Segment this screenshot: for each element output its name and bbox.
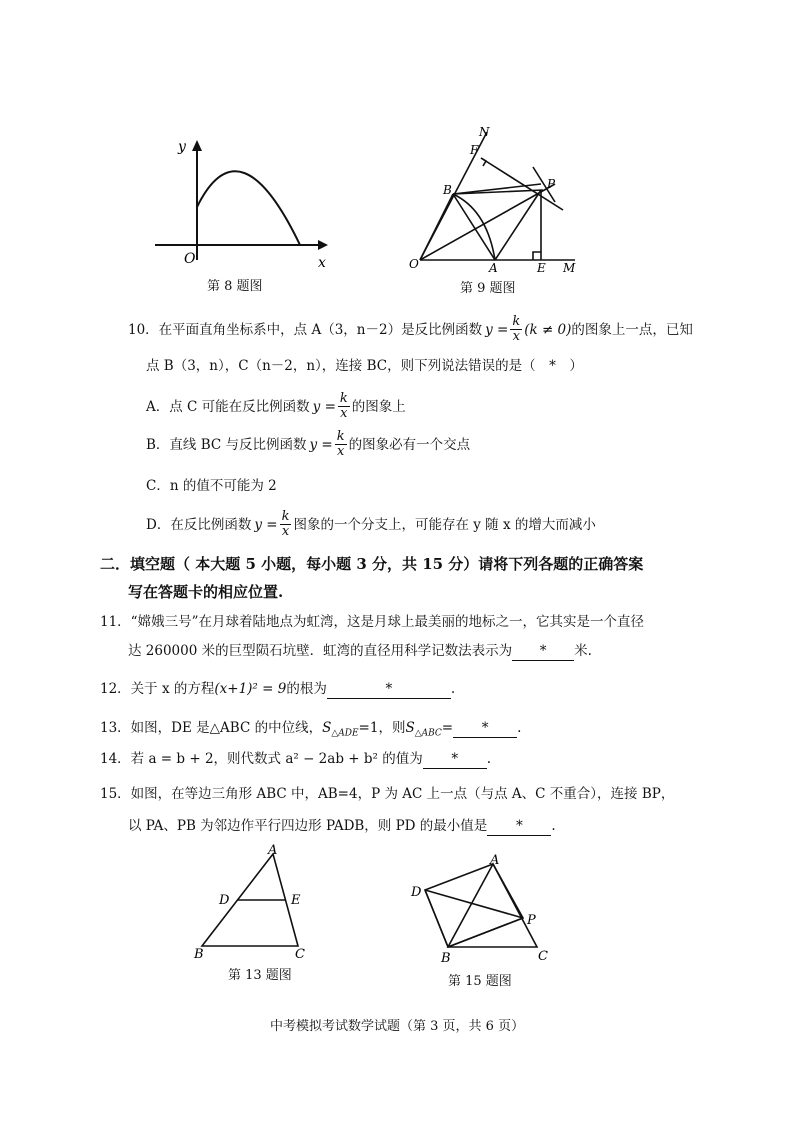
x-axis-label: x xyxy=(318,255,326,271)
label-P: P xyxy=(527,913,536,928)
q14-answer-blank[interactable]: * xyxy=(423,750,487,769)
parabola-curve xyxy=(197,171,300,245)
label-C: C xyxy=(538,949,548,964)
q11-line2: 达 260000 米的巨型陨石坑壁．虹湾的直径用科学记数法表示为 * 米. xyxy=(128,643,592,659)
label-A: A xyxy=(489,261,498,275)
figure-15-diagram xyxy=(405,852,565,967)
q10-condition: (k ≠ 0) xyxy=(524,321,572,338)
q10-fraction: $\frac{k}{x}$ xyxy=(512,314,521,344)
q10-option-a: A．点 C 可能在反比例函数 y = $\frac{k}{x}$ 的图象上 xyxy=(146,391,406,421)
label-O: O xyxy=(409,257,419,271)
figure-8-graph xyxy=(150,135,340,275)
label-B: B xyxy=(194,947,204,962)
label-E: E xyxy=(537,261,546,275)
label-F: F xyxy=(470,143,479,157)
q15-answer-blank[interactable]: * xyxy=(487,817,551,836)
figure-13-diagram xyxy=(190,842,320,962)
label-A: A xyxy=(490,853,500,868)
q10-y-eq: y = xyxy=(485,321,509,338)
label-B: B xyxy=(443,183,452,197)
label-N: N xyxy=(479,125,490,139)
label-E: E xyxy=(291,893,301,908)
page-footer: 中考模拟考试数学试题（第 3 页，共 6 页） xyxy=(270,1019,525,1034)
parallelogram-padb xyxy=(425,864,523,947)
q10-option-b: B．直线 BC 与反比例函数 y = $\frac{k}{x}$ 的图象必有一个交点 xyxy=(146,429,471,459)
q10-line1-post: 的图象上一点，已知 xyxy=(571,321,693,338)
q15-line1: 15．如图，在等边三角形 ABC 中，AB=4，P 为 AC 上一点（与点 A、C 不重合），连接 BP， xyxy=(100,786,675,802)
q11-line1: 11．“嫦娥三号”在月球着陆地点为虹湾，这是月球上最美丽的地标之一，它其实是一个直径 xyxy=(100,614,644,630)
label-M: M xyxy=(563,261,576,275)
x-axis-arrow-icon xyxy=(318,240,328,250)
label-A: A xyxy=(268,843,278,858)
q12-answer-blank[interactable]: * xyxy=(327,680,451,699)
figure-13-caption: 第 13 题图 xyxy=(228,968,292,983)
section-2-heading: 二．填空题（ 本大题 5 小题，每小题 3 分，共 15 分）请将下列各题的正确答案 xyxy=(100,555,644,573)
q10-line1-pre: 10．在平面直角坐标系中，点 A（3，n－2）是反比例函数 xyxy=(128,321,483,338)
label-P: P xyxy=(547,177,556,191)
q10-line1 xyxy=(128,315,693,344)
label-C: C xyxy=(295,947,305,962)
q14: 14．若 a = b + 2，则代数式 a² − 2ab + b² 的值为 * . xyxy=(100,751,491,767)
origin-label: O xyxy=(184,251,196,267)
q12: 12．关于 x 的方程(x+1)² = 9的根为 * . xyxy=(100,681,456,697)
label-D: D xyxy=(219,893,230,908)
label-B: B xyxy=(441,951,451,966)
figure-9-diagram xyxy=(405,122,590,277)
q10-line2: 点 B（3，n），C（n－2，n），连接 BC，则下列说法错误的是（ * ） xyxy=(146,358,583,374)
q10-option-c: C．n 的值不可能为 2 xyxy=(146,478,277,494)
q13: 13．如图，DE 是△ABC 的中位线，$S_{\triangle ADE}=1$，则$S_{\triangle ABC}=$ * . xyxy=(100,720,522,739)
figure-9-caption: 第 9 题图 xyxy=(460,281,516,296)
figure-15-caption: 第 15 题图 xyxy=(448,974,512,989)
y-axis-arrow-icon xyxy=(192,140,202,151)
q11-answer-blank[interactable]: * xyxy=(512,642,574,661)
q15-line2: 以 PA、PB 为邻边作平行四边形 PADB，则 PD 的最小值是 * . xyxy=(128,818,556,834)
section-2-heading-line2: 写在答题卡的相应位置. xyxy=(128,583,284,601)
q10-option-d: D．在反比例函数 y = $\frac{k}{x}$ 图象的一个分支上，可能存在 y 随 x 的增大而减小 xyxy=(146,509,596,539)
figure-8-caption: 第 8 题图 xyxy=(207,279,263,294)
y-axis-label: y xyxy=(178,139,186,155)
q13-answer-blank[interactable]: * xyxy=(453,719,517,738)
label-D: D xyxy=(411,885,422,900)
